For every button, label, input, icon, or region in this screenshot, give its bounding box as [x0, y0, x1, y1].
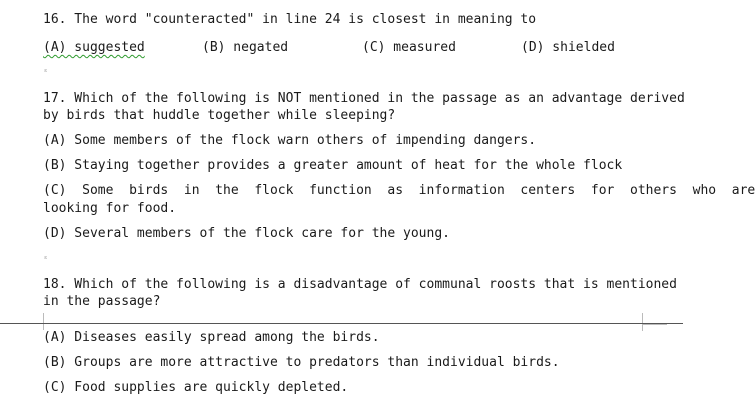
q18-option-a: (A) Diseases easily spread among the birds. [43, 330, 380, 345]
q16-option-a [43, 40, 145, 56]
page-break-line [0, 323, 683, 324]
q18-stem-line2: in the passage? [43, 294, 161, 309]
q17-stem-line2: by birds that huddle together while sleeping? [43, 108, 396, 123]
q18-option-b: (B) Groups are more attractive to predators than individual birds. [43, 355, 560, 370]
q16-option-d: (D) shielded [521, 40, 615, 55]
q16-option-b: (B) negated [202, 40, 289, 55]
q17-option-b: (B) Staying together provides a greater amount of heat for the whole flock [43, 158, 623, 173]
empty-paragraph-mark: ᵋ [43, 68, 49, 78]
q17-option-c-line1: (C) Some birds in the flock function as information centers for others who are [43, 183, 755, 198]
q16-option-a-text: (A) suggested [43, 40, 145, 55]
q16-option-c: (C) measured [362, 40, 456, 55]
q17-option-c-line2: looking for food. [43, 201, 177, 216]
q17-stem-line1: 17. Which of the following is NOT mentioned in the passage as an advantage derived [43, 91, 685, 106]
q18-stem-line1: 18. Which of the following is a disadvantage of communal roosts that is mentioned [43, 277, 677, 292]
page-margin-corner-top-right [642, 324, 667, 331]
q17-option-a: (A) Some members of the flock warn others of impending dangers. [43, 133, 537, 148]
q18-option-c: (C) Food supplies are quickly depleted. [43, 380, 349, 395]
q17-option-d: (D) Several members of the flock care for the young. [43, 226, 450, 241]
empty-paragraph-mark: ᵋ [43, 255, 49, 265]
q16-stem: 16. The word "counteracted" in line 24 is closest in meaning to [43, 12, 537, 27]
